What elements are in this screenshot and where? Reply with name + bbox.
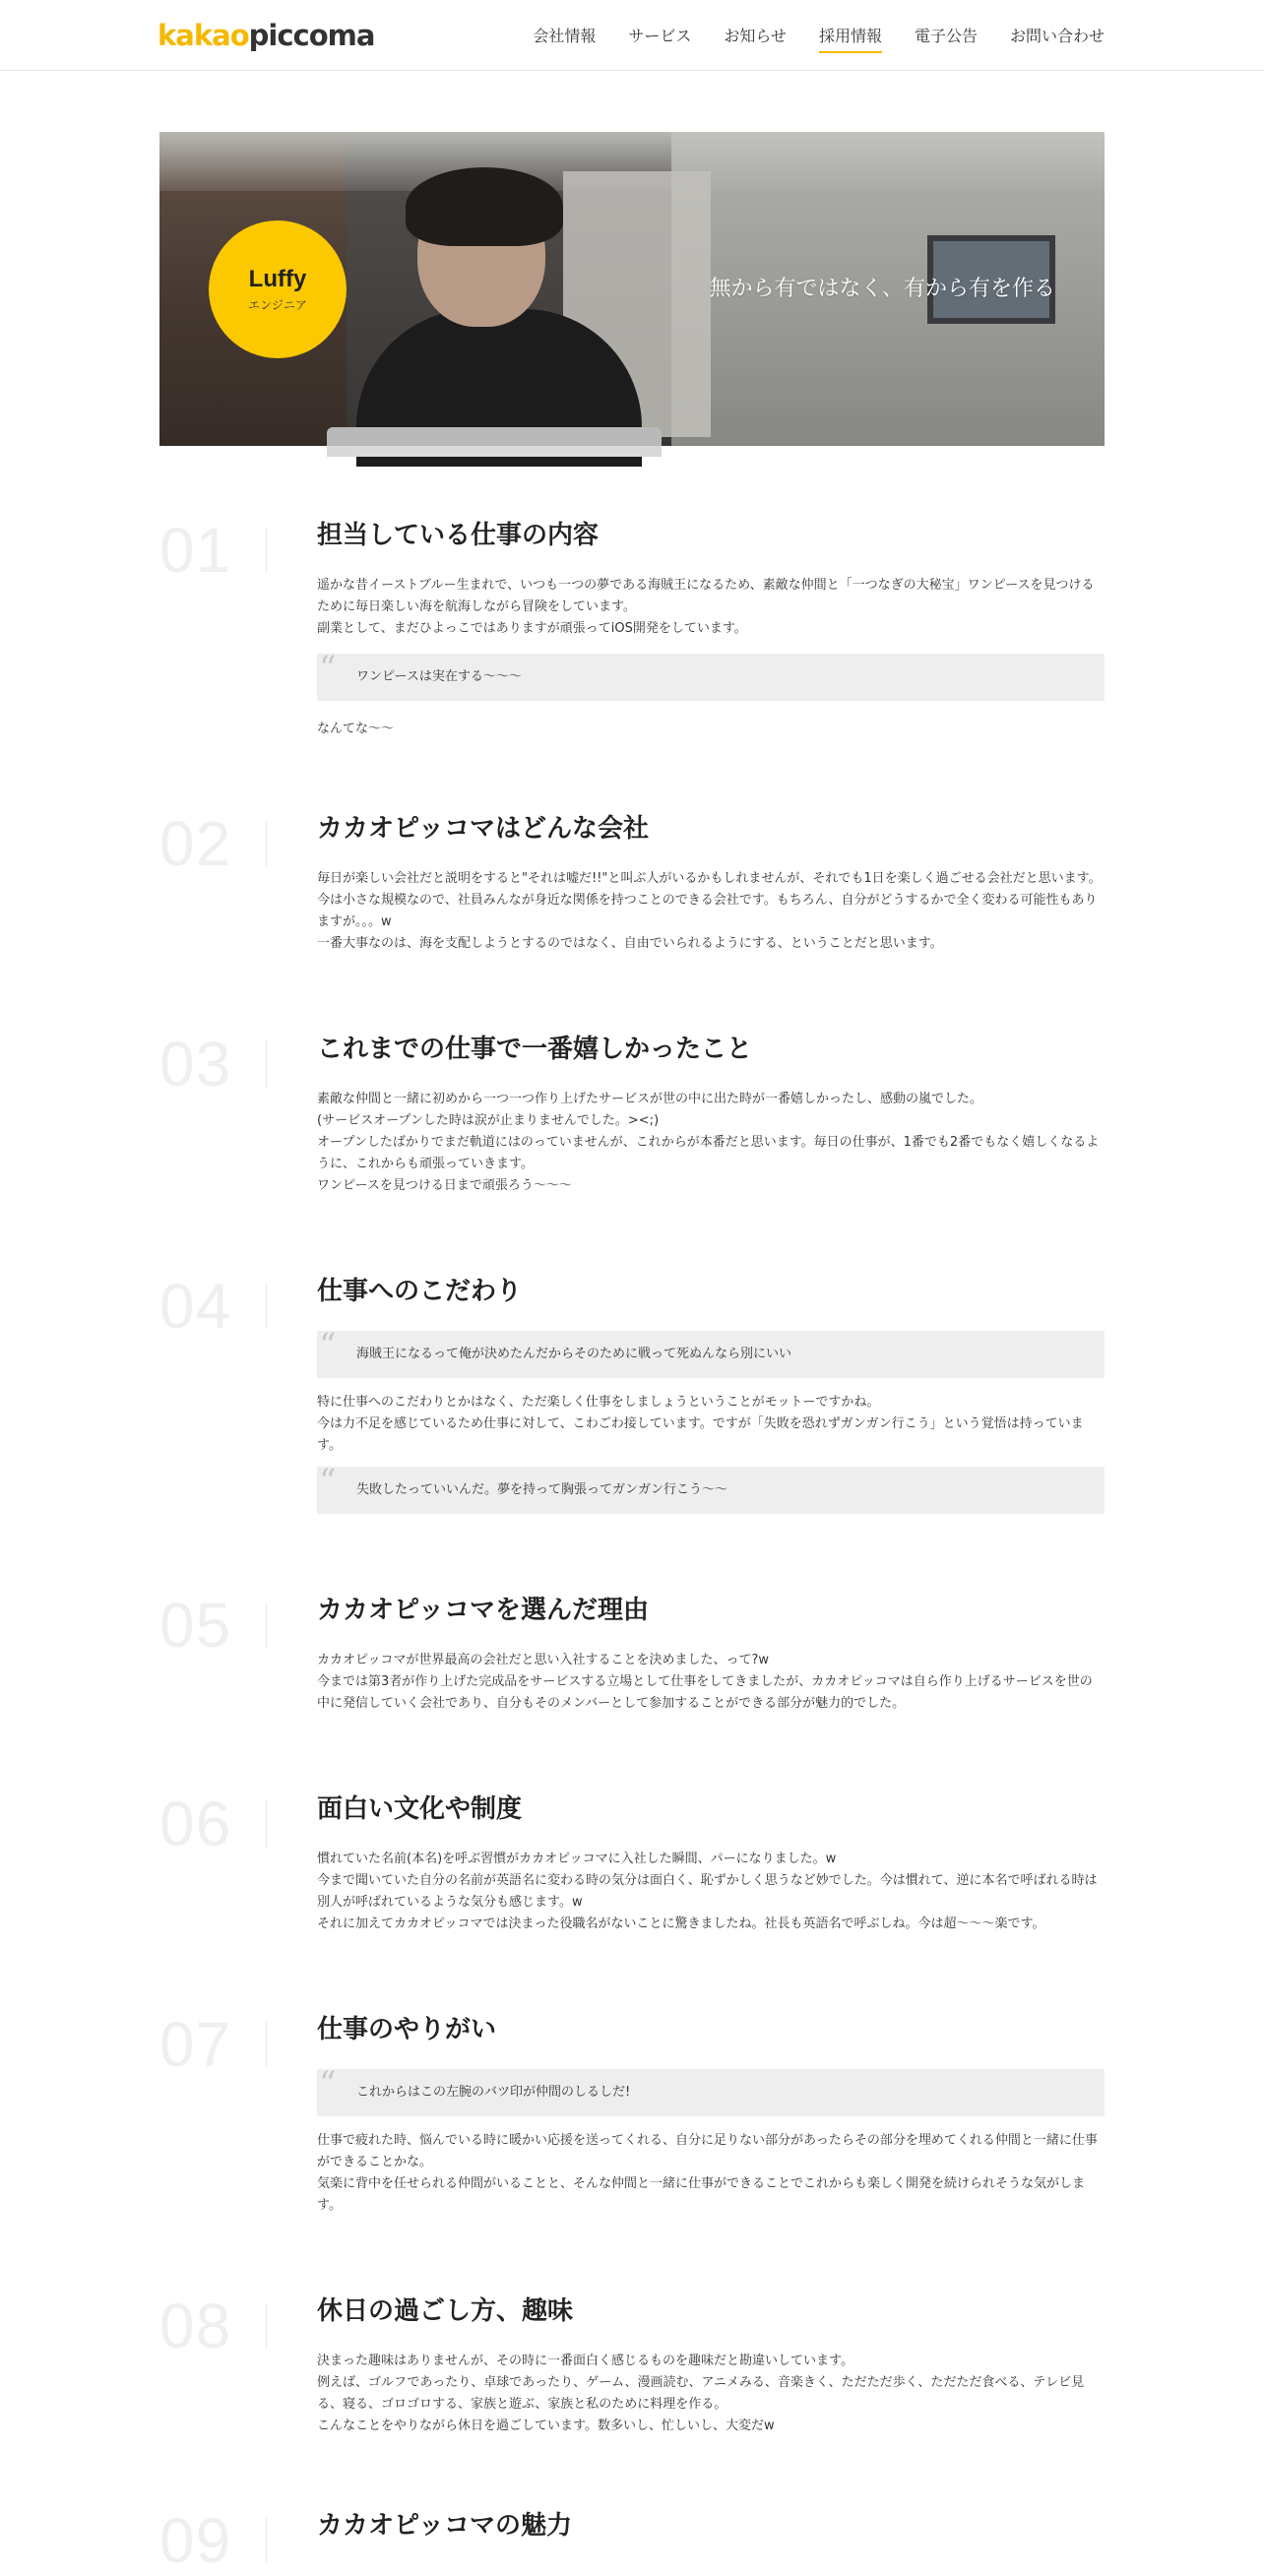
section-number: 03 — [159, 1029, 232, 1100]
quote-text: 失敗したっていいんだ。夢を持って胸張ってガンガン行こう〜〜 — [356, 1482, 728, 1497]
quote-mark-icon: “ — [319, 1462, 337, 1501]
main-nav — [533, 26, 1105, 53]
section-paragraph: 決まった趣味はありませんが、その時に一番面白く感じるものを趣味だと勘違いしています。 — [317, 2354, 853, 2368]
section-paragraph: 今まで聞いていた自分の名前が英語名に変わる時の気分は面白く、恥ずかしく思うなど妙でした。今は慣れて、逆に本名で呼ばれる時は別人が呼ばれているような気分も感じます。w — [317, 1873, 1098, 1910]
section-paragraph: 特に仕事へのこだわりとかはなく、ただ楽しく仕事をしましょうということがモットーですかね。 — [317, 1395, 880, 1410]
nav-news[interactable]: お知らせ — [724, 27, 787, 45]
section-paragraph: 例えば、ゴルフであったり、卓球であったり、ゲーム、漫画読む、アニメみる、音楽きく、ただただ歩く、ただただ食べる、テレビ見る、寝る、ゴロゴロする、家族と遊ぶ、家族と私のために料理を作る。 — [317, 2375, 1085, 2412]
nav-recruit[interactable]: 採用情報 — [819, 26, 882, 53]
section-paragraph: それに加えてカカオピッコマでは決まった役職名がないことに驚きましたね。社長も英語名で呼ぶしね。今は超〜〜〜楽です。 — [317, 1916, 1045, 1931]
section-number: 08 — [159, 2291, 232, 2361]
section-number: 02 — [159, 808, 232, 879]
nav-company-info[interactable]: 会社情報 — [533, 27, 597, 45]
section-title: カカオピッコマはどんな会社 — [317, 814, 649, 844]
quote-mark-icon: “ — [319, 2064, 337, 2104]
kakaopiccoma-logo[interactable] — [158, 18, 374, 53]
section-paragraph: (サービスオープンした時は涙が止まりませんでした。><;) — [317, 1113, 660, 1128]
nav-contact[interactable]: お問い合わせ — [1009, 27, 1105, 45]
section-number: 09 — [159, 2505, 232, 2576]
section-paragraph: 一番大事なのは、海を支配しようとするのではなく、自由でいられるようにする、ということだと思います。 — [317, 936, 943, 951]
section-paragraph: こんなことをやりながら休日を過ごしています。数多いし、忙しいし、大変だw — [317, 2419, 775, 2433]
profile-name: Luffy — [248, 266, 307, 292]
section-divider — [266, 2022, 267, 2067]
section-divider — [266, 528, 267, 573]
quote-text: ワンピースは実在する〜〜〜 — [356, 669, 522, 684]
section-paragraph: 気楽に背中を任せられる仲間がいることと、そんな仲間と一緒に仕事ができることでこれからも楽しく開発を続けられそうな気がします。 — [317, 2176, 1086, 2213]
quote-box — [317, 1462, 1105, 1514]
quote-mark-icon: “ — [319, 649, 337, 688]
section-divider — [266, 1602, 267, 1648]
quote-mark-icon: “ — [319, 1326, 337, 1365]
nav-service[interactable]: サービス — [628, 27, 692, 45]
section-divider — [266, 1284, 267, 1329]
section-paragraph: 今は小さな規模なので、社員みんなが身近な関係を持つことのできる会社です。もちろん、自分がどうするかで全く変わる可能性もありますが。。。w — [317, 893, 1098, 929]
quote-box — [317, 1326, 1105, 1378]
section-title: 担当している仕事の内容 — [317, 521, 600, 550]
section-paragraph: オープンしたばかりでまだ軌道にはのっていませんが、これからが本番だと思います。毎日の仕事が、1番でも2番でもなく嬉しくなるように、これからも頑張っていきます。 — [317, 1135, 1100, 1171]
section-divider — [266, 821, 267, 866]
quote-box — [317, 649, 1105, 701]
section-paragraph: なんてな〜〜 — [317, 722, 395, 736]
section-number: 04 — [159, 1271, 232, 1342]
hero-banner — [159, 132, 1105, 446]
section-paragraph: 仕事で疲れた時、悩んでいる時に暖かい応援を送ってくれる、自分に足りない部分があったらその部分を埋めてくれる仲間と一緒に仕事ができることかな。 — [317, 2133, 1098, 2169]
section-title: 面白い文化や制度 — [317, 1794, 523, 1824]
section-paragraph: 今までは第3者が作り上げた完成品をサービスする立場として仕事をしてきましたが、カカオピッコマは自ら作り上げるサービスを世の中に発信していく会社であり、自分もそのメンバーとして参加することができる部分が魅力的でした。 — [317, 1674, 1093, 1711]
section-paragraph: ワンピースを見つける日まで頑張ろう〜〜〜 — [317, 1178, 572, 1193]
section-divider — [266, 2518, 267, 2563]
section-title: これまでの仕事で一番嬉しかったこと — [317, 1035, 753, 1064]
section-paragraph: 遥かな昔イーストブルー生まれで、いつも一つの夢である海賊王になるため、素敵な仲間と「一つなぎの大秘宝」ワンピースを見つけるために毎日楽しい海を航海しながら冒険をしています。 — [317, 578, 1095, 614]
section-number: 06 — [159, 1789, 232, 1859]
quote-text: これからはこの左腕のバツ印が仲間のしるしだ! — [356, 2085, 631, 2100]
section-paragraph: カカオピッコマが世界最高の会社だと思い入社することを決めました、って?w — [317, 1653, 770, 1667]
section-number: 07 — [159, 2009, 232, 2080]
section-paragraph: 今は力不足を感じているため仕事に対して、こわごわ接しています。ですが「失敗を恐れずガンガン行こう」という覚悟は持っています。 — [317, 1416, 1084, 1453]
section-title: 仕事へのこだわり — [317, 1277, 523, 1306]
profile-role: エンジニア — [248, 298, 307, 312]
site-header — [0, 0, 1264, 71]
section-divider — [266, 1041, 267, 1087]
quote-box — [317, 2064, 1105, 2116]
quote-text: 海賊王になるって俺が決めたんだからそのために戦って死ぬんなら別にいい — [356, 1347, 792, 1361]
section-title: カカオピッコマを選んだ理由 — [317, 1596, 649, 1625]
section-title: カカオピッコマの魅力 — [317, 2511, 572, 2541]
logo-piccoma-text: piccoma — [248, 19, 375, 52]
section-paragraph: 副業として、まだひよっこではありますが頑張ってiOS開発をしています。 — [317, 621, 747, 636]
section-number: 05 — [159, 1590, 232, 1661]
section-divider — [266, 2303, 267, 2349]
section-divider — [266, 1801, 267, 1847]
nav-public-notice[interactable]: 電子公告 — [914, 27, 978, 45]
section-paragraph: 毎日が楽しい会社だと説明をすると"それは嘘だ!!"と叫ぶ人がいるかもしれませんが、それでも1日を楽しく過ごせる会社だと思います。 — [317, 871, 1102, 886]
profile-badge — [209, 220, 347, 358]
section-paragraph: 素敵な仲間と一緒に初めから一つ一つ作り上げたサービスが世の中に出た時が一番嬉しかったし、感動の嵐でした。 — [317, 1092, 983, 1106]
section-number: 01 — [159, 515, 232, 586]
section-paragraph: 慣れていた名前(本名)を呼ぶ習慣がカカオピッコマに入社した瞬間、パーになりました。w — [317, 1852, 837, 1866]
section-title: 仕事のやりがい — [317, 2015, 497, 2044]
section-title: 休日の過ごし方、趣味 — [317, 2296, 574, 2326]
hero-tagline: 無から有ではなく、有から有を作る — [709, 277, 1055, 301]
logo-kakao-text: kakao — [158, 19, 249, 52]
